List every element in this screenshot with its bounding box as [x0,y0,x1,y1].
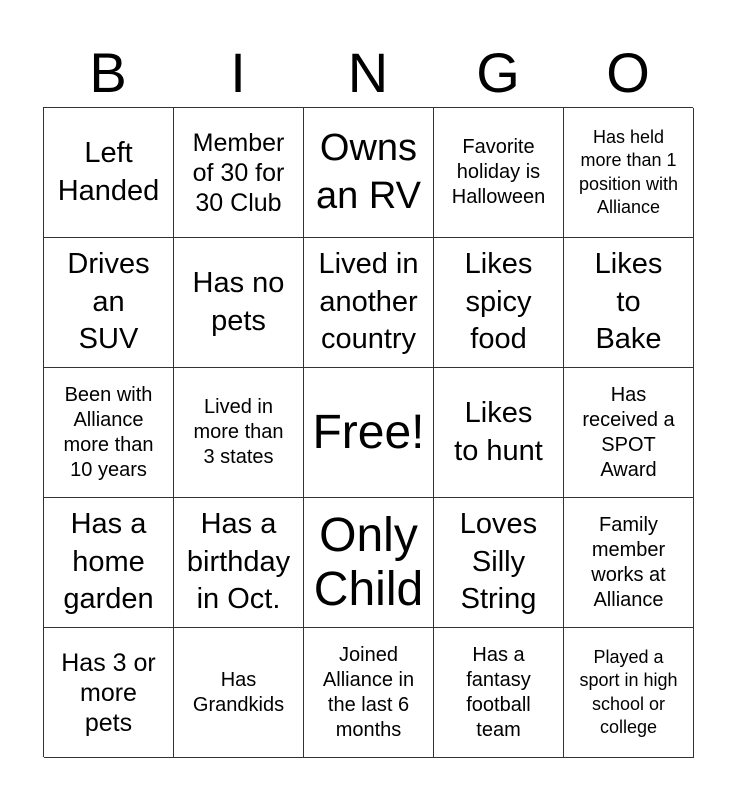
bingo-cell[interactable]: Member of 30 for 30 Club [174,108,304,238]
header-letter-n: N [347,41,389,104]
header-letter-i: I [230,41,246,104]
bingo-cell[interactable]: Family member works at Alliance [564,498,694,628]
bingo-header [43,40,693,106]
bingo-cell[interactable]: Has received a SPOT Award [564,368,694,498]
bingo-cell[interactable]: Only Child [304,498,434,628]
bingo-cell[interactable]: Has a birthday in Oct. [174,498,304,628]
bingo-cell[interactable]: Favorite holiday is Halloween [434,108,564,238]
bingo-cell[interactable]: Owns an RV [304,108,434,238]
bingo-cell[interactable]: Has no pets [174,238,304,368]
bingo-cell[interactable]: Likes spicy food [434,238,564,368]
bingo-board [43,107,693,757]
bingo-cell[interactable]: Loves Silly String [434,498,564,628]
bingo-cell[interactable]: Likes to hunt [434,368,564,498]
bingo-cell[interactable]: Has 3 or more pets [44,628,174,758]
bingo-cell[interactable]: Been with Alliance more than 10 years [44,368,174,498]
bingo-cell[interactable]: Lived in more than 3 states [174,368,304,498]
bingo-cell[interactable]: Left Handed [44,108,174,238]
bingo-cell[interactable]: Lived in another country [304,238,434,368]
bingo-cell[interactable]: Has a home garden [44,498,174,628]
header-letter-g: G [476,41,520,104]
header-letter-o: O [606,41,650,104]
bingo-cell[interactable]: Likes to Bake [564,238,694,368]
free-space-cell[interactable]: Free! [304,368,434,498]
header-letter-b: B [89,41,127,104]
bingo-cell[interactable]: Has Grandkids [174,628,304,758]
bingo-cell[interactable]: Played a sport in high school or college [564,628,694,758]
bingo-cell[interactable]: Joined Alliance in the last 6 months [304,628,434,758]
bingo-cell[interactable]: Has a fantasy football team [434,628,564,758]
bingo-cell[interactable]: Has held more than 1 position with Alliance [564,108,694,238]
bingo-cell[interactable]: Drives an SUV [44,238,174,368]
